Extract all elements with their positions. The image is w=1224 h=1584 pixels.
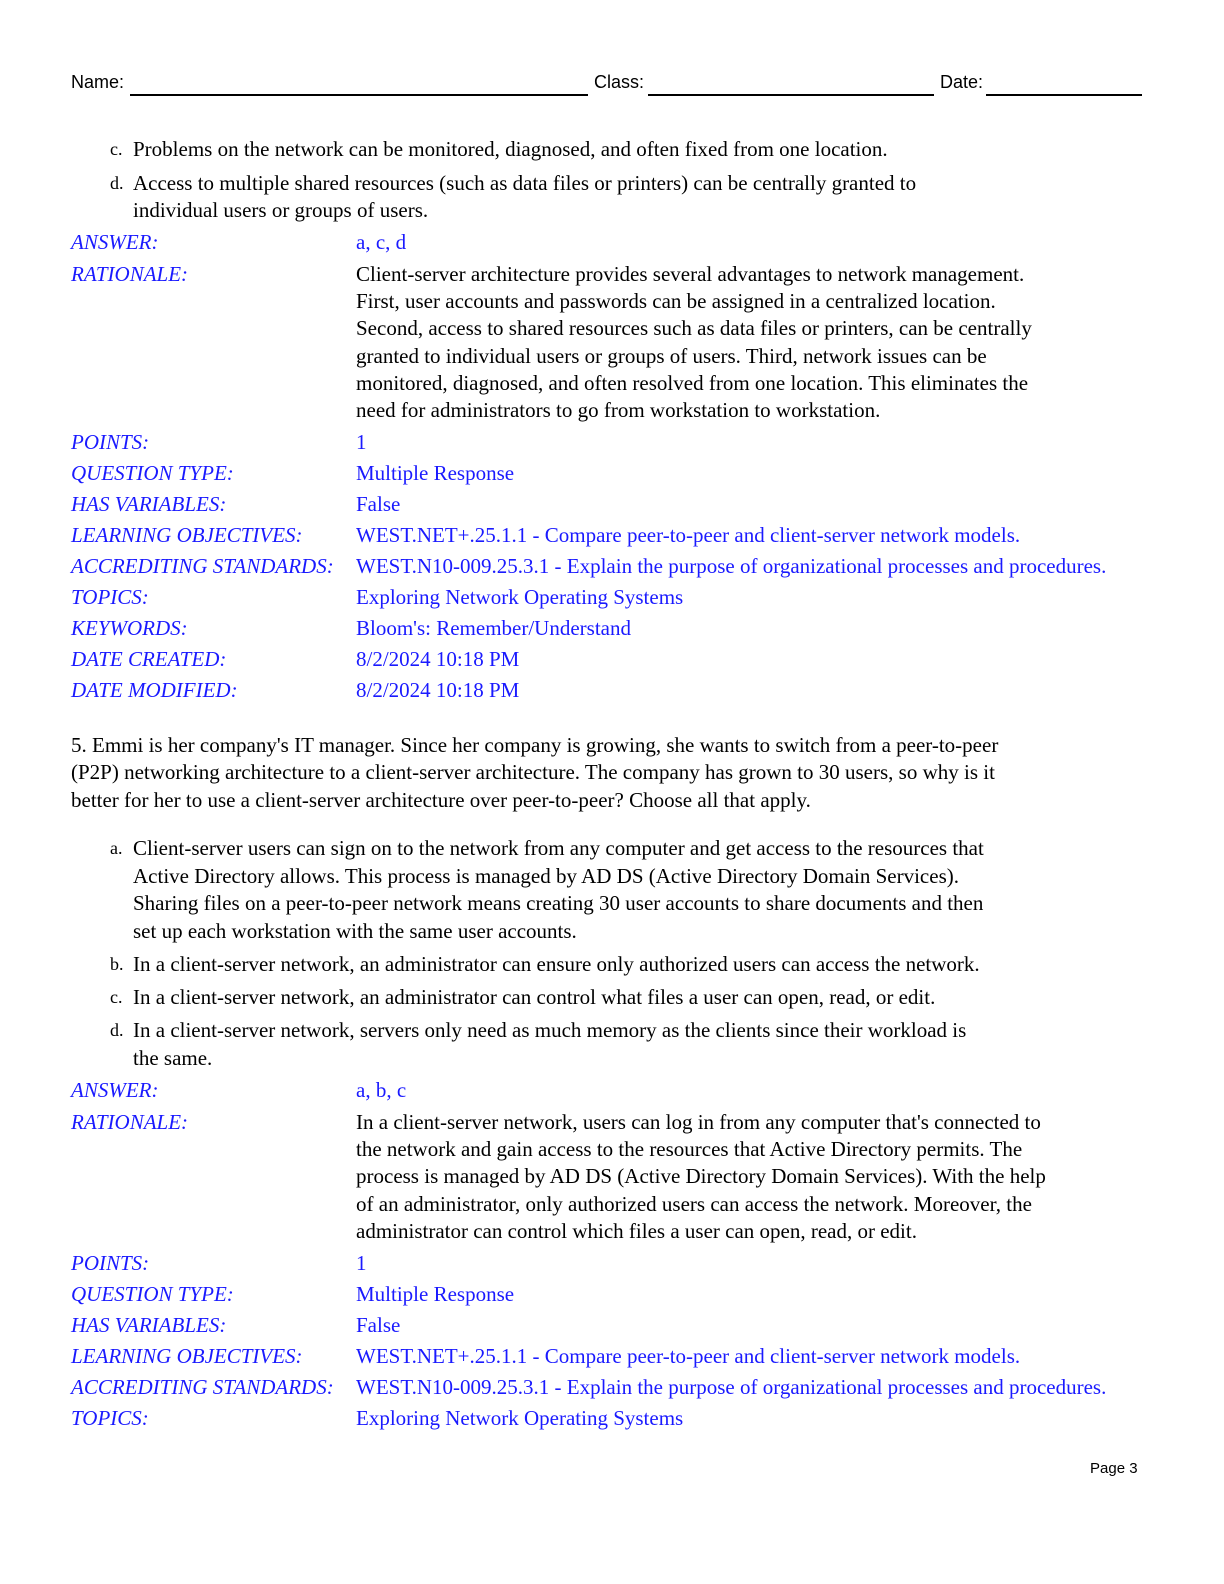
rationale-line: In a client-server network, users can log in from any computer that's connected to [356, 1110, 1041, 1134]
topics-label: TOPICS: [71, 585, 149, 609]
date-modified-value: 8/2/2024 10:18 PM [356, 678, 520, 702]
date-modified-label: DATE MODIFIED: [71, 678, 238, 702]
keywords-value: Bloom's: Remember/Understand [356, 616, 631, 640]
has-variables-value: False [356, 492, 401, 516]
rationale-label: RATIONALE: [71, 1110, 189, 1134]
option-letter: c. [110, 139, 123, 159]
learning-objectives-value: WEST.NET+.25.1.1 - Compare peer-to-peer and client-server network models. [356, 1344, 1021, 1368]
rationale-line: process is managed by AD DS (Active Directory Domain Services). With the help [356, 1164, 1046, 1188]
has-variables-value: False [356, 1313, 401, 1337]
accrediting-standards-value: WEST.N10-009.25.3.1 - Explain the purpose of organizational processes and procedures. [356, 554, 1107, 578]
answer-label: ANSWER: [71, 230, 159, 254]
date-field[interactable] [986, 94, 1142, 96]
question-type-label: QUESTION TYPE: [71, 461, 234, 485]
has-variables-label: HAS VARIABLES: [71, 492, 227, 516]
rationale-line: administrator can control which files a user can open, read, or edit. [356, 1219, 917, 1243]
rationale-line: Second, access to shared resources such as data files or printers, can be centrally [356, 316, 1032, 340]
option-text: Client-server users can sign on to the network from any computer and get access to the resources that [133, 836, 984, 860]
class-field[interactable] [648, 94, 934, 96]
question-text: better for her to use a client-server architecture over peer-to-peer? Choose all that apply. [71, 788, 811, 812]
accrediting-standards-value: WEST.N10-009.25.3.1 - Explain the purpose of organizational processes and procedures. [356, 1375, 1107, 1399]
answer-value: a, c, d [356, 230, 407, 254]
topics-label: TOPICS: [71, 1406, 149, 1430]
has-variables-label: HAS VARIABLES: [71, 1313, 227, 1337]
option-text: In a client-server network, an administrator can ensure only authorized users can access the network. [133, 952, 980, 976]
topics-value: Exploring Network Operating Systems [356, 1406, 684, 1430]
question-text: (P2P) networking architecture to a client-server architecture. The company has grown to 30 users, so why is it [71, 760, 995, 784]
option-text: Sharing files on a peer-to-peer network means creating 30 user accounts to share documents and then [133, 891, 984, 915]
option-text: set up each workstation with the same user accounts. [133, 919, 577, 943]
learning-objectives-value: WEST.NET+.25.1.1 - Compare peer-to-peer and client-server network models. [356, 523, 1021, 547]
option-text: Problems on the network can be monitored, diagnosed, and often fixed from one location. [133, 137, 888, 161]
option-letter: c. [110, 987, 123, 1007]
rationale-line: need for administrators to go from workstation to workstation. [356, 398, 881, 422]
option-text: the same. [133, 1046, 213, 1070]
rationale-line: First, user accounts and passwords can be assigned in a centralized location. [356, 289, 996, 313]
question-type-label: QUESTION TYPE: [71, 1282, 234, 1306]
date-label: Date: [940, 72, 984, 92]
option-text: Active Directory allows. This process is managed by AD DS (Active Directory Domain Services). [133, 864, 959, 888]
rationale-line: of an administrator, only authorized users can access the network. Moreover, the [356, 1192, 1032, 1216]
rationale-line: monitored, diagnosed, and often resolved from one location. This eliminates the [356, 371, 1029, 395]
rationale-line: the network and gain access to the resources that Active Directory permits. The [356, 1137, 1023, 1161]
points-value: 1 [356, 1251, 367, 1275]
option-letter: b. [110, 954, 124, 974]
date-created-value: 8/2/2024 10:18 PM [356, 647, 520, 671]
option-letter: a. [110, 838, 123, 858]
points-value: 1 [356, 430, 367, 454]
option-text: In a client-server network, an administrator can control what files a user can open, read, or edit. [133, 985, 936, 1009]
learning-objectives-label: LEARNING OBJECTIVES: [71, 523, 303, 547]
learning-objectives-label: LEARNING OBJECTIVES: [71, 1344, 303, 1368]
option-letter: d. [110, 1020, 124, 1040]
rationale-line: granted to individual users or groups of users. Third, network issues can be [356, 344, 987, 368]
question-type-value: Multiple Response [356, 1282, 515, 1306]
answer-value: a, b, c [356, 1078, 407, 1102]
question-type-value: Multiple Response [356, 461, 515, 485]
class-label: Class: [594, 72, 645, 92]
name-field[interactable] [130, 94, 588, 96]
option-text: individual users or groups of users. [133, 198, 429, 222]
page-number: Page 3 [1090, 1460, 1138, 1477]
question-text: 5. Emmi is her company's IT manager. Since her company is growing, she wants to switch from a peer-to-peer [71, 733, 999, 757]
option-text: Access to multiple shared resources (such as data files or printers) can be centrally granted to [133, 171, 917, 195]
name-label: Name: [71, 72, 125, 92]
topics-value: Exploring Network Operating Systems [356, 585, 684, 609]
option-letter: d. [110, 173, 124, 193]
points-label: POINTS: [71, 1251, 150, 1275]
rationale-line: Client-server architecture provides several advantages to network management. [356, 262, 1025, 286]
answer-label: ANSWER: [71, 1078, 159, 1102]
rationale-label: RATIONALE: [71, 262, 189, 286]
points-label: POINTS: [71, 430, 150, 454]
keywords-label: KEYWORDS: [71, 616, 188, 640]
date-created-label: DATE CREATED: [71, 647, 227, 671]
accrediting-standards-label: ACCREDITING STANDARDS: [71, 1375, 334, 1399]
option-text: In a client-server network, servers only need as much memory as the clients since their workload is [133, 1018, 967, 1042]
accrediting-standards-label: ACCREDITING STANDARDS: [71, 554, 334, 578]
